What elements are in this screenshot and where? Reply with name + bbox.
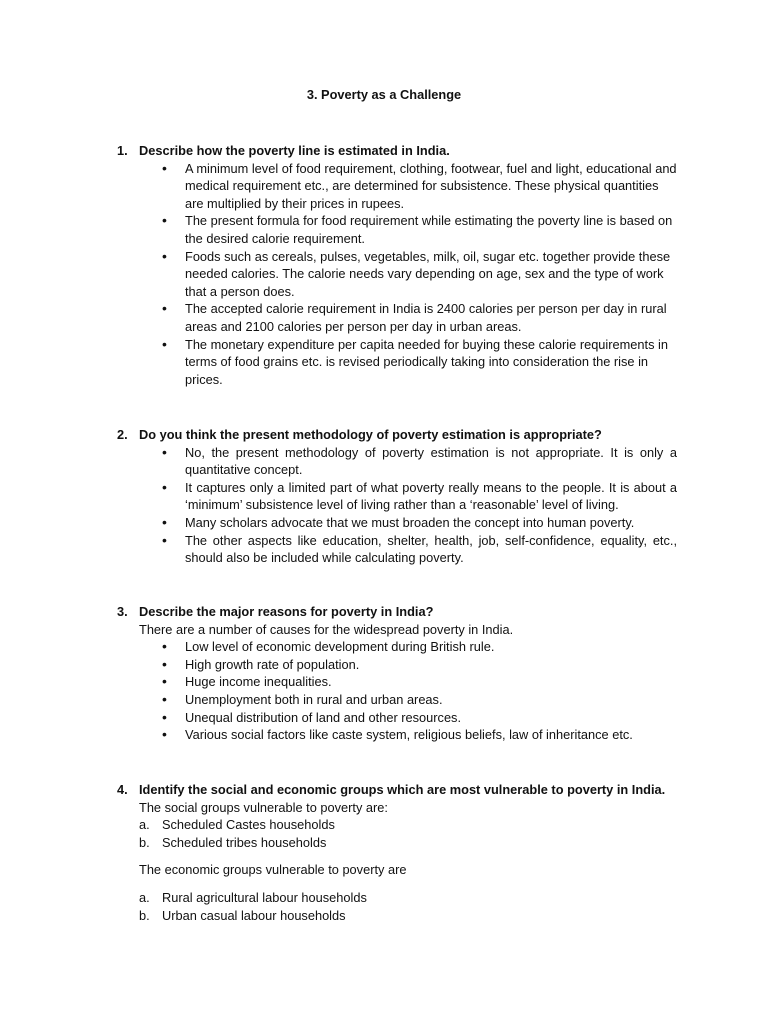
list-marker: a. xyxy=(139,889,150,905)
list-item: • No, the present methodology of poverty estimation is not appropriate. It is only a quantitative concept. xyxy=(162,444,677,479)
question-number: 2. xyxy=(117,427,128,442)
list-item: • A minimum level of food requirement, clothing, footwear, fuel and light, educational and medical requirement etc., are determined for subsistence. These physical quantities are multiplied by their prices in rupees. xyxy=(162,160,677,213)
list-item: • The other aspects like education, shelter, health, job, self-confidence, equality, etc., should also be included while calculating poverty. xyxy=(162,532,677,567)
list-item: • Huge income inequalities. xyxy=(162,673,677,691)
list-item: • The accepted calorie requirement in India is 2400 calories per person per day in rural areas and 2100 calories per person per day in urban areas. xyxy=(162,300,677,335)
list-marker: b. xyxy=(139,907,150,923)
question-text: Identify the social and economic groups which are most vulnerable to poverty in India. xyxy=(139,782,666,797)
list-item: • Unemployment both in rural and urban areas. xyxy=(162,691,677,709)
list-item xyxy=(139,834,677,852)
list-marker: b. xyxy=(139,834,150,850)
list-marker: a. xyxy=(139,817,150,833)
list-item: • It captures only a limited part of what poverty really means to the people. It is about a ‘minimum’ subsistence level of living rather than a ‘reasonable’ level of living. xyxy=(162,479,677,514)
social-groups-intro: The social groups vulnerable to poverty are: xyxy=(139,799,388,815)
question-intro: There are a number of causes for the widespread poverty in India. xyxy=(139,621,514,637)
list-item xyxy=(139,816,677,834)
question-3 xyxy=(117,603,677,744)
question-text: Describe how the poverty line is estimated in India. xyxy=(139,143,450,158)
list-item: • Low level of economic development during British rule. xyxy=(162,638,677,656)
list-item: • High growth rate of population. xyxy=(162,656,677,674)
question-number: 3. xyxy=(117,604,128,619)
question-number: 1. xyxy=(117,143,128,158)
list-item: • Various social factors like caste system, religious beliefs, law of inheritance etc. xyxy=(162,726,677,744)
list-item: • The monetary expenditure per capita needed for buying these calorie requirements in terms of food grains etc. is revised periodically taking into consideration the rise in prices. xyxy=(162,336,677,389)
question-4 xyxy=(117,781,677,924)
question-text: Do you think the present methodology of poverty estimation is appropriate? xyxy=(139,427,602,442)
question-number: 4. xyxy=(117,782,128,797)
list-item: • Foods such as cereals, pulses, vegetables, milk, oil, sugar etc. together provide these needed calories. The calorie needs vary depending on age, sex and the type of work that a person does. xyxy=(162,248,677,301)
list-item xyxy=(139,907,677,925)
list-item-text: Scheduled Castes households xyxy=(162,817,335,833)
list-item xyxy=(139,889,677,907)
list-item: • Many scholars advocate that we must broaden the concept into human poverty. xyxy=(162,514,677,532)
list-item-text: Urban casual labour households xyxy=(162,907,346,923)
question-1 xyxy=(117,142,677,388)
economic-groups-intro: The economic groups vulnerable to poverty are xyxy=(139,862,407,878)
list-item-text: Rural agricultural labour households xyxy=(162,889,367,905)
list-item: • The present formula for food requirement while estimating the poverty line is based on the desired calorie requirement. xyxy=(162,212,677,247)
list-item-text: Scheduled tribes households xyxy=(162,834,327,850)
question-text: Describe the major reasons for poverty in India? xyxy=(139,604,434,619)
list-item: • Unequal distribution of land and other resources. xyxy=(162,709,677,727)
page-title: 3. Poverty as a Challenge xyxy=(306,87,462,102)
question-2 xyxy=(117,426,677,567)
